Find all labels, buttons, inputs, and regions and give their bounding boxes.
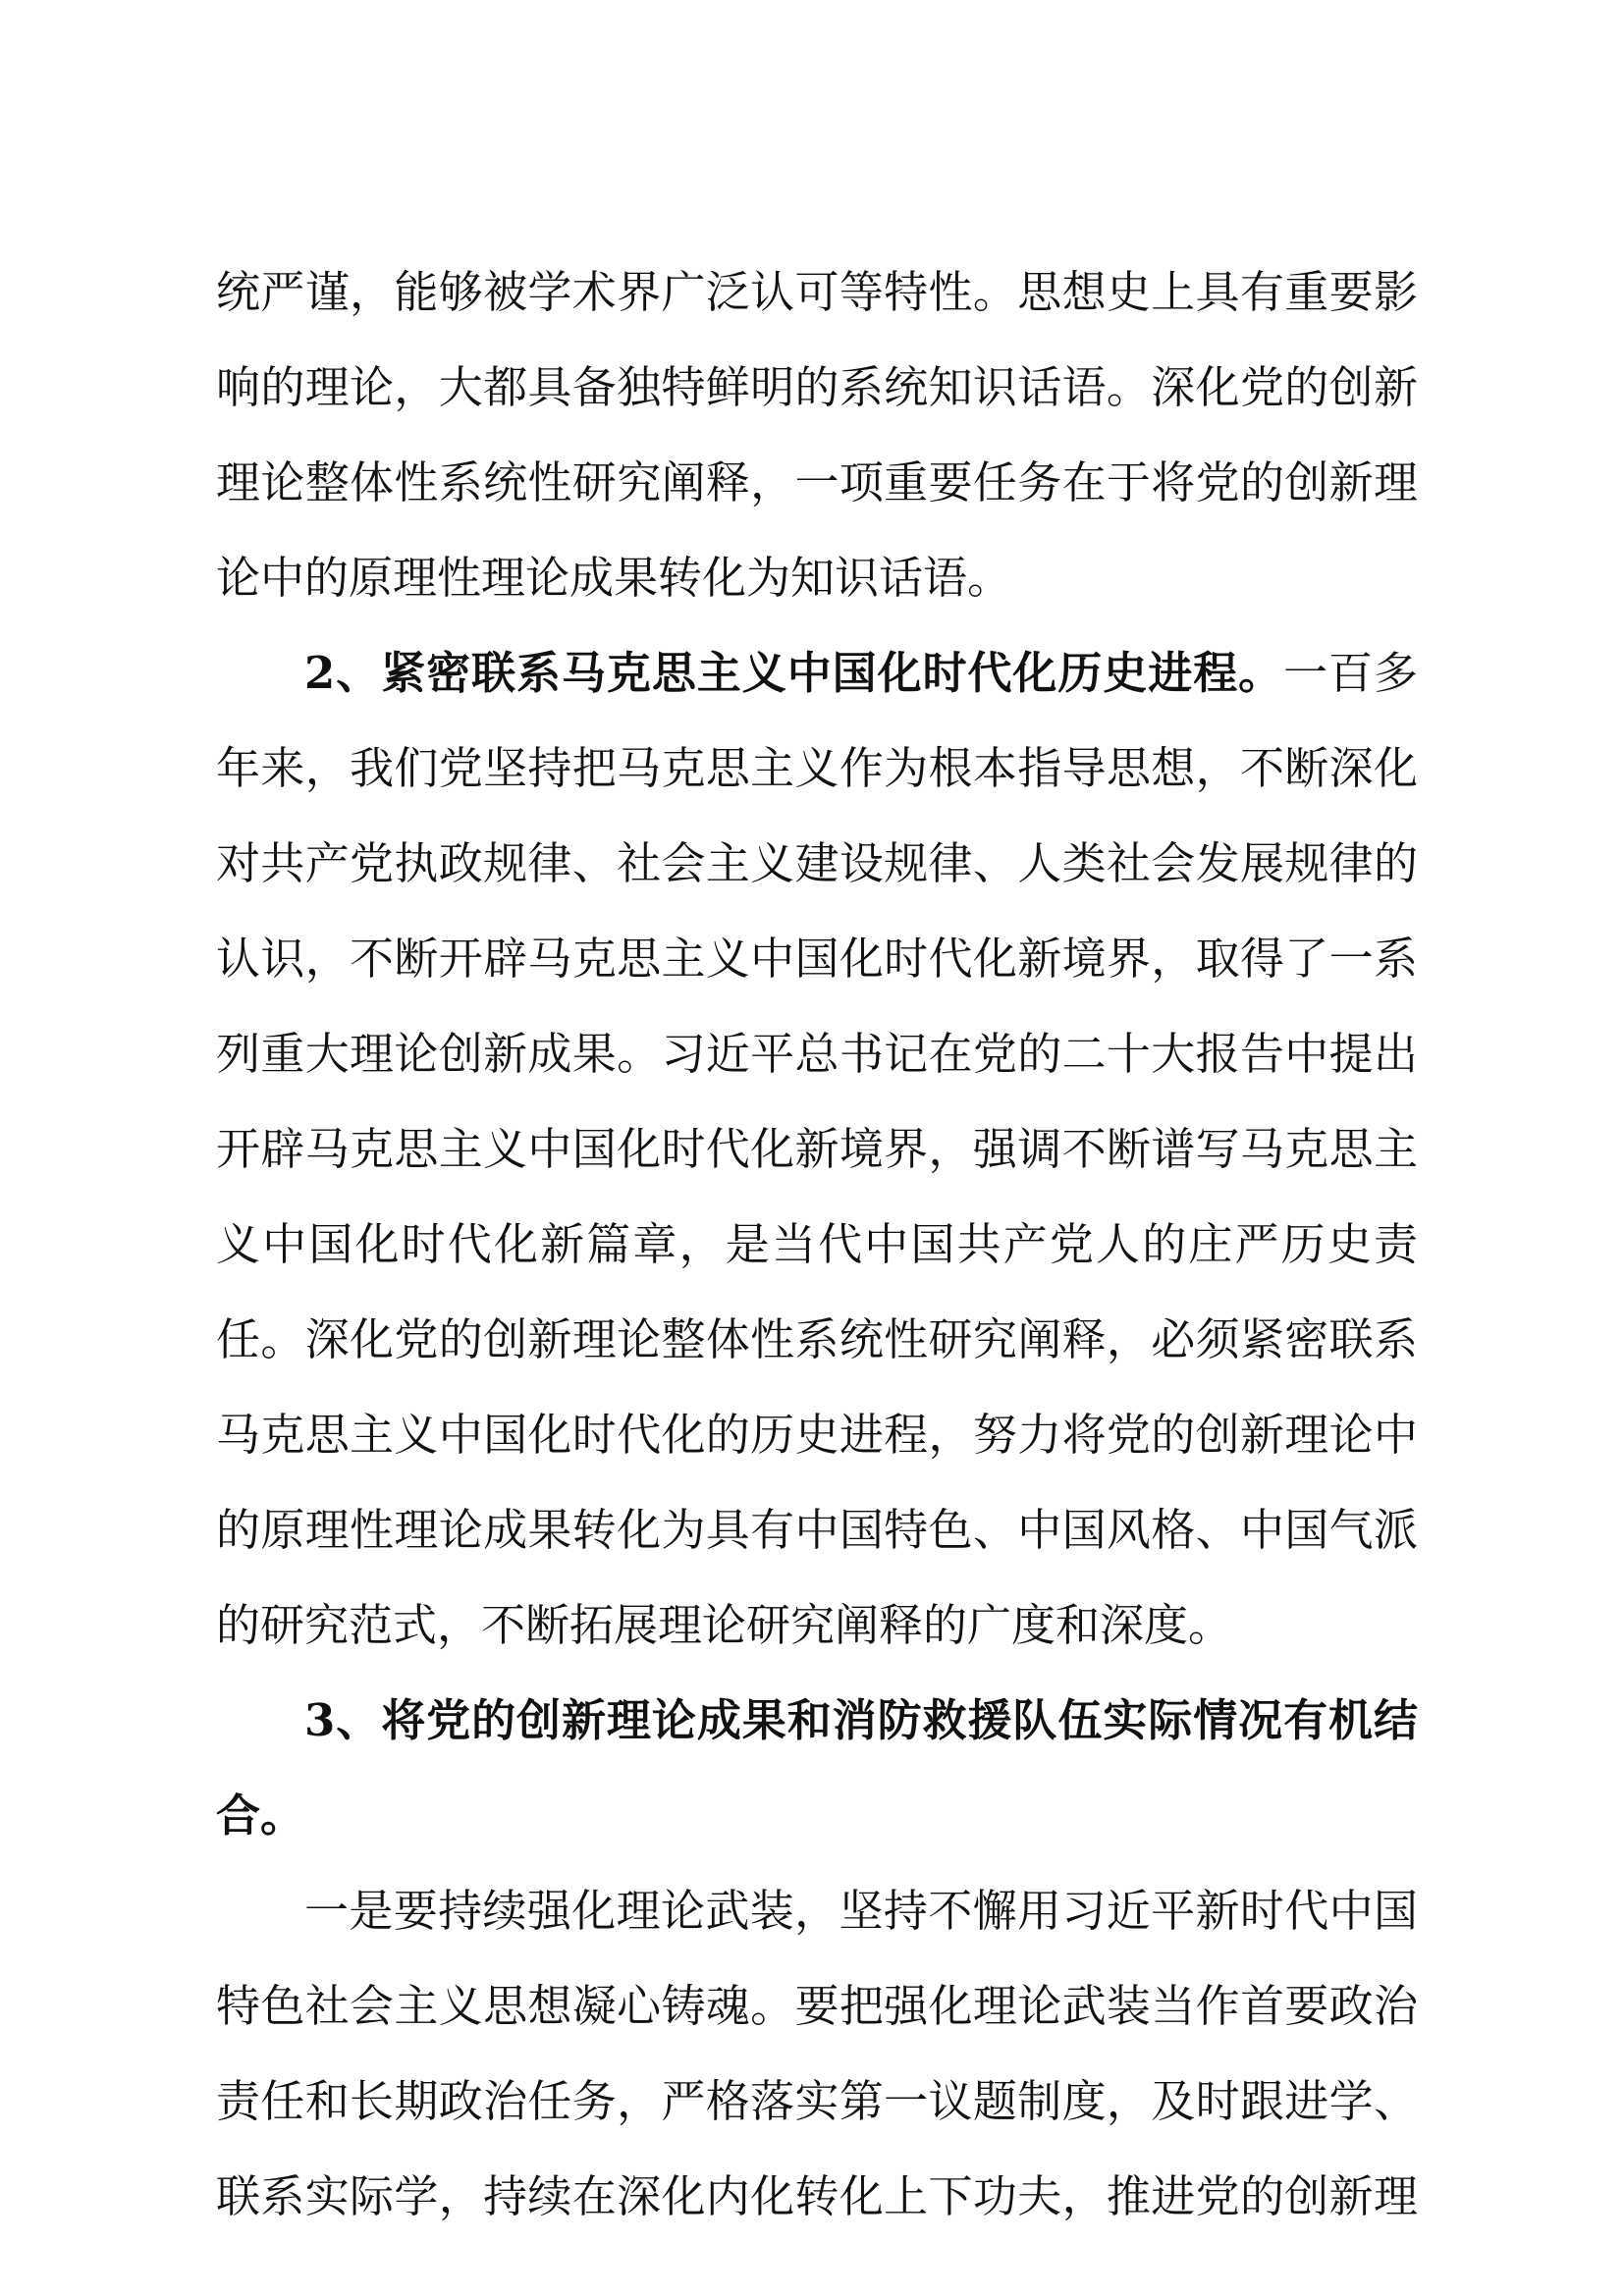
- section-heading-3-continued: 合。: [216, 1789, 305, 1842]
- paragraph-line: 的原理性理论成果转化为具有中国特色、中国风格、中国气派: [216, 1504, 1418, 1556]
- paragraph-line: 认识，不断开辟马克思主义中国化时代化新境界，取得了一系: [216, 933, 1418, 985]
- paragraph-line: 联系实际学，持续在深化内化转化上下功夫，推进党的创新理: [216, 2170, 1418, 2222]
- paragraph-line: 响的理论，大都具备独特鲜明的系统知识话语。深化党的创新: [216, 361, 1418, 413]
- paragraph-line: 列重大理论创新成果。习近平总书记在党的二十大报告中提出: [216, 1028, 1418, 1080]
- paragraph-line: 特色社会主义思想凝心铸魂。要把强化理论武装当作首要政治: [216, 1980, 1418, 2032]
- paragraph-line: 年来，我们党坚持把马克思主义作为根本指导思想，不断深化: [216, 742, 1418, 794]
- paragraph-line: 责任和长期政治任务，严格落实第一议题制度，及时跟进学、: [216, 2075, 1418, 2127]
- section-heading-3: 3、将党的创新理论成果和消防救援队伍实际情况有机结: [304, 1694, 1418, 1746]
- paragraph-line: 一是要持续强化理论武装，坚持不懈用习近平新时代中国: [304, 1885, 1418, 1937]
- section-heading-2: 2、紧密联系马克思主义中国化时代化历史进程。: [304, 647, 1284, 699]
- paragraph-line: 马克思主义中国化时代化的历史进程，努力将党的创新理论中: [216, 1409, 1418, 1461]
- section-heading-line: [304, 644, 1418, 703]
- paragraph-line: 任。深化党的创新理论整体性系统性研究阐释，必须紧密联系: [216, 1313, 1418, 1365]
- paragraph-line: 理论整体性系统性研究阐释，一项重要任务在于将党的创新理: [216, 456, 1418, 508]
- paragraph-line: 对共产党执政规律、社会主义建设规律、人类社会发展规律的: [216, 837, 1418, 889]
- paragraph-line: 开辟马克思主义中国化时代化新境界，强调不断谱写马克思主: [216, 1123, 1418, 1175]
- paragraph-line-start: 一百多: [1283, 647, 1418, 699]
- paragraph-line: 的研究范式，不断拓展理论研究阐释的广度和深度。: [216, 1599, 1233, 1651]
- paragraph-line: 统严谨，能够被学术界广泛认可等特性。思想史上具有重要影: [216, 266, 1418, 318]
- paragraph-line: 论中的原理性理论成果转化为知识话语。: [216, 552, 1012, 604]
- paragraph-line: 义中国化时代化新篇章，是当代中国共产党人的庄严历史责: [216, 1218, 1418, 1270]
